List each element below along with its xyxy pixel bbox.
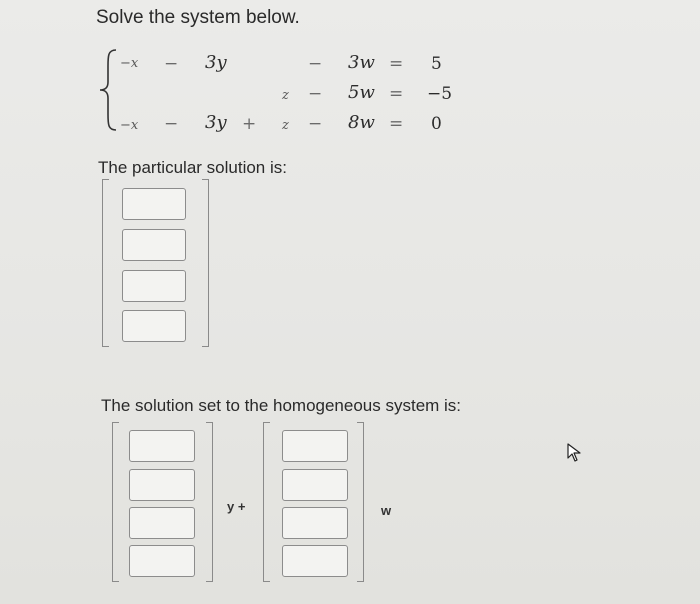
term-row3-x: −x (120, 118, 139, 133)
particular-entry-4[interactable] (122, 310, 186, 342)
left-bracket (112, 422, 119, 582)
term-row3-z: z (282, 118, 289, 133)
particular-entry-1[interactable] (122, 188, 186, 220)
question-prompt: Solve the system below. (96, 7, 300, 28)
homog1-entry-1[interactable] (129, 430, 195, 462)
term-row1-y: 3y (205, 52, 227, 73)
term-row3-w: 8w (348, 112, 375, 133)
left-bracket (102, 179, 109, 347)
right-bracket (206, 422, 213, 582)
coefficient-y: y + (227, 499, 246, 514)
homog2-entry-4[interactable] (282, 545, 348, 577)
homog2-entry-2[interactable] (282, 469, 348, 501)
term-row2-z: z (282, 88, 289, 103)
term-row1-x: −x (120, 56, 139, 71)
rhs-row1: 5 (431, 54, 442, 74)
particular-entry-3[interactable] (122, 270, 186, 302)
eq-row1: = (389, 54, 404, 74)
rhs-row3: 0 (431, 114, 442, 134)
left-brace (96, 48, 118, 132)
particular-solution-label: The particular solution is: (98, 158, 287, 177)
homog1-entry-2[interactable] (129, 469, 195, 501)
left-bracket (263, 422, 270, 582)
eq-row2: = (389, 84, 404, 104)
homog1-entry-3[interactable] (129, 507, 195, 539)
rhs-row2: −5 (427, 84, 453, 104)
term-row2-w: 5w (348, 82, 375, 103)
equation-system (96, 48, 476, 148)
op-row3-2: + (242, 114, 257, 134)
op-row2-1: − (308, 84, 323, 104)
mouse-cursor-icon (567, 443, 583, 463)
term-row1-w: 3w (348, 52, 375, 73)
op-row3-3: − (308, 114, 323, 134)
op-row3-1: − (164, 114, 179, 134)
eq-row3: = (389, 114, 404, 134)
op-row1-2: − (308, 54, 323, 74)
homog2-entry-3[interactable] (282, 507, 348, 539)
homogeneous-solution-label: The solution set to the homogeneous system is: (101, 396, 462, 415)
right-bracket (357, 422, 364, 582)
right-bracket (202, 179, 209, 347)
term-row3-y: 3y (205, 112, 227, 133)
coefficient-w: w (381, 503, 392, 518)
op-row1-1: − (164, 54, 179, 74)
particular-entry-2[interactable] (122, 229, 186, 261)
homog2-entry-1[interactable] (282, 430, 348, 462)
homog1-entry-4[interactable] (129, 545, 195, 577)
